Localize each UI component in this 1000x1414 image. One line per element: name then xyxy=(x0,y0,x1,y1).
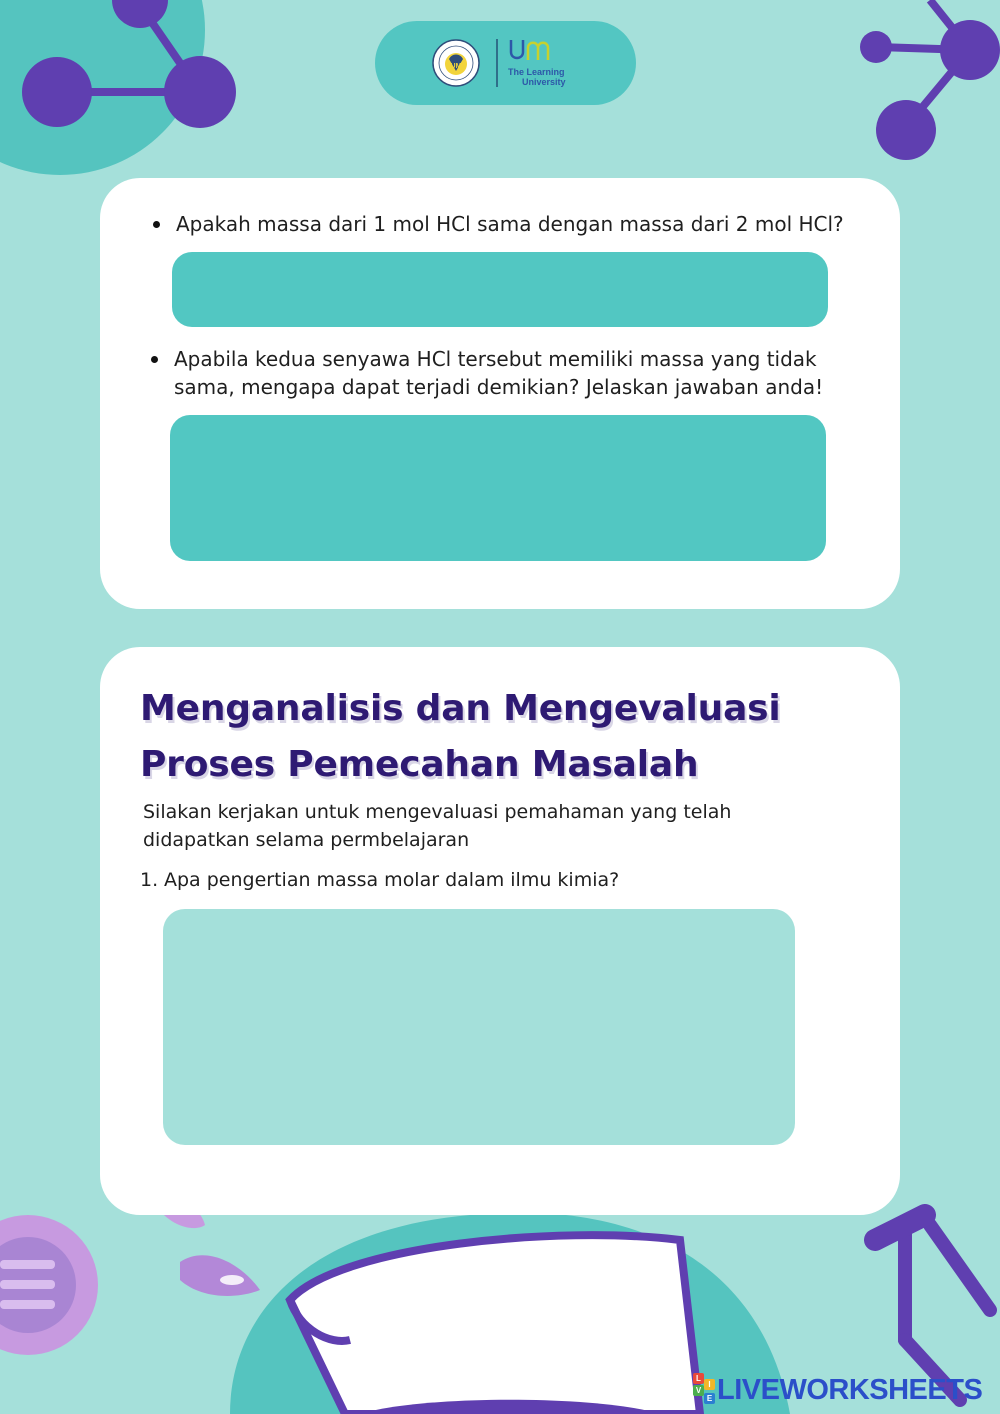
liveworksheets-watermark xyxy=(693,1373,982,1407)
question-text: Apa pengertian massa molar dalam ilmu kimia? xyxy=(164,869,620,891)
lilac-circle-icon xyxy=(0,1215,98,1355)
svg-text:UM: UM xyxy=(450,63,462,70)
logo-tagline xyxy=(508,67,588,87)
logo-letter-l: L xyxy=(693,1373,704,1384)
bullet-dot xyxy=(153,221,160,228)
question-number: 1. xyxy=(140,869,159,891)
numbered-question-1 xyxy=(140,866,619,894)
tagline-line1: The Learning xyxy=(508,67,565,77)
molecule-icon-top-right xyxy=(860,0,1000,160)
tagline-line2: University xyxy=(522,77,566,87)
instruction-text: Silakan kerjakan untuk mengevaluasi pemahaman yang telah didapatkan selama permbelajaran xyxy=(143,801,732,851)
um-logo xyxy=(508,36,568,64)
section-title xyxy=(140,681,860,793)
watermark-text: LIVEWORKSHEETS xyxy=(717,1373,983,1406)
logo-letter-e: E xyxy=(704,1393,715,1404)
question-card-1 xyxy=(100,178,900,609)
header-logo-pill xyxy=(375,21,636,105)
answer-box-2[interactable] xyxy=(170,415,826,561)
bullet-question-1 xyxy=(176,210,844,238)
section-title-line2: Proses Pemecahan Masalah xyxy=(140,744,699,785)
logo-letter-v: V xyxy=(693,1385,704,1396)
bullet-dot xyxy=(151,356,158,363)
evaluation-card xyxy=(100,647,900,1215)
question-2-line2: sama, mengapa dapat terjadi demikian? Jelaskan jawaban anda! xyxy=(174,375,824,399)
university-seal-icon xyxy=(432,39,480,87)
bullet-question-2 xyxy=(174,345,823,401)
logo-letter-i: I xyxy=(704,1379,715,1390)
section-title-line1: Menganalisis dan Mengevaluasi xyxy=(140,688,781,729)
logo-divider xyxy=(496,39,498,87)
droplet-icon-large xyxy=(180,1255,260,1296)
question-2-line1: Apabila kedua senyawa HCl tersebut memiliki massa yang tidak xyxy=(174,347,817,371)
question-1-text: Apakah massa dari 1 mol HCl sama dengan massa dari 2 mol HCl? xyxy=(176,212,844,236)
answer-box-1[interactable] xyxy=(172,252,828,327)
liveworksheets-logo-icon xyxy=(693,1373,715,1407)
answer-box-3[interactable] xyxy=(163,909,795,1145)
